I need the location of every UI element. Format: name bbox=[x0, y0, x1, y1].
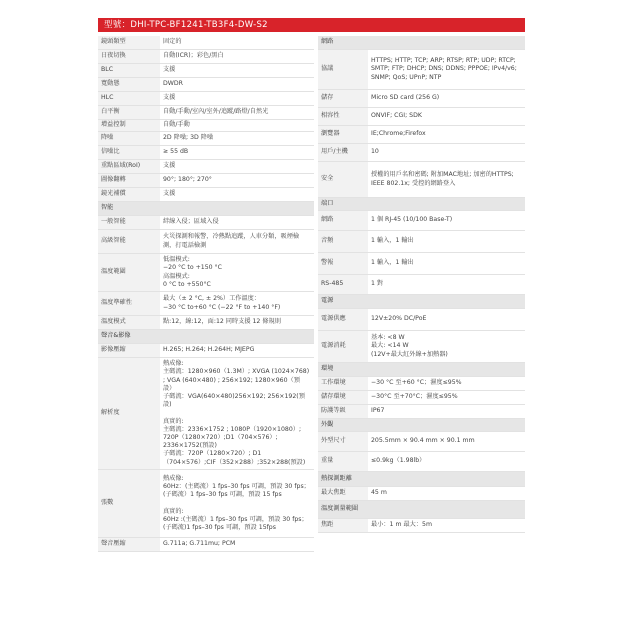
spec-row bbox=[318, 50, 525, 90]
spec-value-cell bbox=[368, 391, 461, 404]
spec-label: 外型尺寸 bbox=[318, 432, 368, 451]
spec-table-left bbox=[98, 36, 314, 552]
section-header: 網路 bbox=[318, 36, 525, 50]
spec-value-cell bbox=[160, 292, 283, 315]
spec-row bbox=[98, 50, 314, 64]
spec-value-cell bbox=[160, 230, 314, 253]
spec-value: 支援 bbox=[163, 94, 176, 102]
spec-row bbox=[318, 405, 525, 419]
spec-value: 12V±20% DC/PoE bbox=[371, 315, 427, 323]
spec-value-cell bbox=[368, 331, 451, 362]
spec-row bbox=[318, 108, 525, 126]
spec-value-cell bbox=[160, 36, 185, 49]
spec-label: 日夜切換 bbox=[98, 50, 160, 63]
spec-label: 溫度模式 bbox=[98, 316, 160, 329]
spec-value: G.711a; G.711mu; PCM bbox=[163, 540, 236, 548]
spec-row bbox=[318, 452, 525, 472]
spec-value-cell bbox=[160, 64, 178, 77]
spec-label: 鏡頭類型 bbox=[98, 36, 160, 49]
spec-label: 增益控制 bbox=[98, 120, 160, 131]
spec-row bbox=[318, 144, 525, 162]
spec-value: H.265; H.264; H.264H; MJEPG bbox=[163, 346, 255, 354]
spec-value-cell bbox=[368, 377, 465, 390]
spec-value-cell bbox=[368, 90, 442, 107]
spec-row bbox=[98, 120, 314, 132]
spec-value-cell bbox=[160, 132, 216, 145]
spec-value: 自動(ICR)；彩色/黑白 bbox=[163, 52, 224, 60]
spec-row bbox=[318, 90, 525, 108]
spec-value: HTTPS; HTTP; TCP; ARP; RTSP; RTP; UDP; RTCP; SMTP; FTP; DHCP; DNS; DDNS; PPPOE; IPv4/v6; SNMP; QoS; UPnP; NTP bbox=[371, 57, 517, 81]
spec-value: 90°; 180°; 270° bbox=[163, 176, 212, 184]
spec-value-cell bbox=[160, 358, 314, 469]
spec-label: 焦距 bbox=[318, 519, 368, 532]
spec-value-cell bbox=[368, 50, 525, 89]
spec-row bbox=[98, 174, 314, 188]
spec-value-cell bbox=[368, 452, 428, 471]
spec-value: Micro SD card (256 G) bbox=[371, 94, 440, 102]
spec-value: 低溫模式: −20 °C to +150 °C 高溫模式: 0 °C to +550°C bbox=[163, 256, 222, 288]
spec-row bbox=[98, 78, 314, 92]
section-header: 熱探測距離 bbox=[318, 472, 525, 487]
spec-row bbox=[318, 331, 525, 363]
spec-value-cell bbox=[160, 188, 178, 201]
spec-row bbox=[98, 538, 314, 552]
spec-label: 張數 bbox=[98, 470, 160, 537]
spec-value: 自動/手動 bbox=[163, 121, 190, 129]
spec-label: 降噪 bbox=[98, 132, 160, 145]
spec-value: 支援 bbox=[163, 162, 176, 170]
spec-row bbox=[318, 487, 525, 501]
spec-row bbox=[318, 309, 525, 331]
section-header: 聲音&影像 bbox=[98, 330, 314, 344]
spec-value: 1 輸入，1 輸出 bbox=[371, 259, 414, 267]
spec-row bbox=[318, 126, 525, 144]
spec-value-cell bbox=[368, 275, 386, 294]
spec-row bbox=[98, 36, 314, 50]
spec-label: 儲存 bbox=[318, 90, 368, 107]
model-title: 型號：DHI-TPC-BF1241-TB3F4-DW-S2 bbox=[98, 18, 525, 32]
spec-value: ≥ 55 dB bbox=[163, 148, 189, 156]
spec-value-cell bbox=[368, 231, 417, 252]
spec-value-cell bbox=[160, 50, 227, 63]
spec-label: 相容性 bbox=[318, 108, 368, 125]
section-header: 端口 bbox=[318, 198, 525, 211]
spec-value-cell bbox=[160, 174, 215, 187]
spec-value: 熱成像: 主碼流：1280×960（1.3M）; XVGA (1024×768) ; VGA (640×480) ; 256×192; 1280×960（預設） 子碼流：VGA(640×480)256×192; 256×192(預設) 真實的: 主碼流：2336×1752 ; 1080P（1920×1080）; 720P（1280×720）;D1（704×576）; 2336×1752(預設) 子碼流：720P（1280×720）; D1（704×576）;CIF（352×288）;352×288(預設) bbox=[163, 360, 310, 466]
spec-value: 1 輸入，1 輸出 bbox=[371, 237, 414, 245]
spec-value-cell bbox=[160, 538, 238, 551]
spec-row bbox=[98, 92, 314, 106]
spec-label: 高級智能 bbox=[98, 230, 160, 253]
spec-value-cell bbox=[160, 254, 225, 291]
spec-label: 用戶/主機 bbox=[318, 144, 368, 161]
spec-value: ≤0.9kg（1.98lb） bbox=[371, 457, 426, 465]
spec-label: 溫度準確性 bbox=[98, 292, 160, 315]
spec-label: 防護等級 bbox=[318, 405, 368, 418]
spec-value: DWDR bbox=[163, 80, 183, 88]
spec-value-cell bbox=[368, 405, 387, 418]
spec-value-cell bbox=[160, 78, 186, 91]
spec-value: 固定的 bbox=[163, 38, 182, 46]
spec-label: 協議 bbox=[318, 50, 368, 89]
spec-value-cell bbox=[160, 216, 222, 229]
spec-row bbox=[98, 132, 314, 146]
spec-value-cell bbox=[368, 519, 435, 532]
spec-row bbox=[98, 344, 314, 358]
spec-value: 10 bbox=[371, 148, 379, 156]
spec-value: 1 個 RJ-45 (10/100 Base-T) bbox=[371, 216, 453, 224]
spec-row bbox=[318, 519, 525, 533]
spec-label: 重點區域(RoI) bbox=[98, 160, 160, 173]
spec-label: 網路 bbox=[318, 211, 368, 230]
spec-row bbox=[318, 231, 525, 253]
spec-value-cell bbox=[160, 120, 193, 131]
spec-label: 信噪比 bbox=[98, 146, 160, 159]
spec-row bbox=[98, 106, 314, 120]
spec-value-cell bbox=[368, 253, 417, 274]
spec-value: 205.5mm × 90.4 mm × 90.1 mm bbox=[371, 437, 475, 445]
spec-value: 點:12，線:12，面:12 同時支援 12 條規則 bbox=[163, 318, 281, 326]
spec-row bbox=[98, 64, 314, 78]
spec-value: 最大（± 2 °C, ± 2%）工作溫度： −30 °C to+60 °C (−22 °F to +140 °F) bbox=[163, 295, 281, 311]
spec-label: 圖像翻轉 bbox=[98, 174, 160, 187]
spec-value: 絆線入侵；區域入侵 bbox=[163, 218, 219, 226]
spec-value: −30°C 至+70°C；濕度≤95% bbox=[371, 393, 458, 401]
spec-value-cell bbox=[368, 211, 455, 230]
spec-label: 音頻 bbox=[318, 231, 368, 252]
spec-row bbox=[98, 146, 314, 160]
spec-label: 溫度範圍 bbox=[98, 254, 160, 291]
spec-label: 重量 bbox=[318, 452, 368, 471]
spec-label: 寬動態 bbox=[98, 78, 160, 91]
spec-row bbox=[318, 432, 525, 452]
section-header: 電源 bbox=[318, 295, 525, 309]
spec-value-cell bbox=[160, 160, 178, 173]
spec-value: 授權的用戶名和密碼; 附加MAC地址; 加密的HTTPS; IEEE 802.1x; 受控的網路登入 bbox=[371, 171, 514, 187]
spec-value: 熱成像: 60Hz：(主碼流）1 fps–30 fps 可調，預設 30 fps；(子碼流）1 fps–30 fps 可調，預設 15 fps 真實的: 60Hz :(主碼流）1 fps–30 fps 可調，預設 30 fps；(子碼流)1 fps–30 fps 可調，預設 15fps bbox=[163, 474, 310, 531]
spec-label: 安全 bbox=[318, 162, 368, 197]
spec-value: 自動/手動/室內/室外/追蹤/路燈/自然光 bbox=[163, 108, 269, 116]
spec-label: 最大焦距 bbox=[318, 487, 368, 500]
spec-label: 一般智能 bbox=[98, 216, 160, 229]
spec-value: ONVIF; CGI; SDK bbox=[371, 112, 422, 120]
spec-value: −30 °C 至+60 °C；濕度≤95% bbox=[371, 379, 462, 387]
spec-value: 2D 降噪; 3D 降噪 bbox=[163, 134, 214, 142]
spec-value-cell bbox=[368, 126, 429, 143]
spec-value: 最小：1 m 最大：5m bbox=[371, 521, 432, 529]
spec-value-cell bbox=[368, 144, 382, 161]
spec-table-right bbox=[318, 36, 525, 533]
section-header: 溫度測量範圍 bbox=[318, 501, 525, 519]
spec-label: 影像壓縮 bbox=[98, 344, 160, 357]
spec-value: 基本: <8 W 最大: <14 W (12V+最大紅外線+加熱器) bbox=[371, 334, 448, 358]
spec-row bbox=[98, 292, 314, 316]
spec-value-cell bbox=[368, 309, 429, 330]
spec-label: 解析度 bbox=[98, 358, 160, 469]
spec-row bbox=[98, 230, 314, 254]
spec-value-cell bbox=[160, 92, 178, 105]
spec-row bbox=[98, 160, 314, 174]
spec-value-cell bbox=[160, 146, 191, 159]
section-header: 智能 bbox=[98, 202, 314, 216]
spec-value: IE;Chrome;Firefox bbox=[371, 130, 426, 138]
spec-label: HLC bbox=[98, 92, 160, 105]
spec-label: 電源消耗 bbox=[318, 331, 368, 362]
spec-label: RS-485 bbox=[318, 275, 368, 294]
spec-value: 1 對 bbox=[371, 280, 384, 288]
section-header: 環境 bbox=[318, 363, 525, 377]
spec-label: 聲音壓縮 bbox=[98, 538, 160, 551]
spec-value: 支援 bbox=[163, 66, 176, 74]
spec-label: BLC bbox=[98, 64, 160, 77]
section-header: 外觀 bbox=[318, 419, 525, 432]
spec-row bbox=[318, 391, 525, 405]
spec-row bbox=[98, 216, 314, 230]
spec-value-cell bbox=[368, 432, 478, 451]
spec-label: 鏡光補償 bbox=[98, 188, 160, 201]
spec-value: 45 m bbox=[371, 489, 387, 497]
spec-value-cell bbox=[368, 487, 390, 500]
spec-row bbox=[98, 470, 314, 538]
spec-label: 電源供應 bbox=[318, 309, 368, 330]
spec-value-cell bbox=[160, 344, 257, 357]
spec-value: IP67 bbox=[371, 407, 385, 415]
spec-row bbox=[318, 377, 525, 391]
spec-value-cell bbox=[160, 470, 314, 537]
spec-value: 火災探測和報警，冷熱點追蹤，人車分類，吸煙檢測，打電話檢測 bbox=[163, 233, 300, 249]
spec-label: 儲存環境 bbox=[318, 391, 368, 404]
spec-value-cell bbox=[160, 316, 284, 329]
spec-row bbox=[318, 275, 525, 295]
spec-row bbox=[318, 162, 525, 198]
spec-row bbox=[318, 211, 525, 231]
spec-label: 工作環境 bbox=[318, 377, 368, 390]
spec-row bbox=[98, 358, 314, 470]
spec-row bbox=[98, 316, 314, 330]
spec-value: 支援 bbox=[163, 190, 176, 198]
spec-row bbox=[318, 253, 525, 275]
spec-value-cell bbox=[160, 106, 271, 119]
spec-value-cell bbox=[368, 108, 425, 125]
spec-row bbox=[98, 254, 314, 292]
spec-label: 瀏覽器 bbox=[318, 126, 368, 143]
spec-label: 警報 bbox=[318, 253, 368, 274]
spec-label: 白平衡 bbox=[98, 106, 160, 119]
spec-row bbox=[98, 188, 314, 202]
spec-value-cell bbox=[368, 162, 525, 197]
